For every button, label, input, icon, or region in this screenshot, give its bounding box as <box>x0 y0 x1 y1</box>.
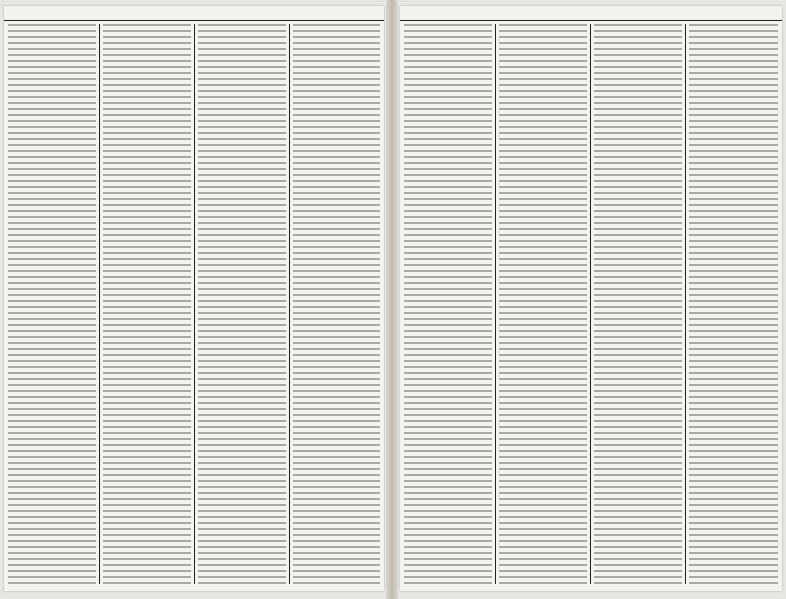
left-page-column-3 <box>103 24 191 584</box>
right-page-header <box>400 6 782 21</box>
right-page-column-4 <box>404 24 492 584</box>
column-rule <box>495 24 496 584</box>
right-page-column-2 <box>594 24 682 584</box>
left-page <box>4 6 384 591</box>
right-page-column-3 <box>499 24 587 584</box>
column-rule <box>685 24 686 584</box>
column-rule <box>289 24 290 584</box>
column-rule <box>194 24 195 584</box>
column-rule <box>99 24 100 584</box>
right-page-column-1 <box>689 24 778 584</box>
right-page <box>400 6 782 591</box>
left-page-header <box>4 6 384 21</box>
left-page-column-1 <box>293 24 380 584</box>
left-page-column-4 <box>8 24 96 584</box>
column-rule <box>590 24 591 584</box>
left-page-column-2 <box>198 24 286 584</box>
book-gutter <box>386 0 398 599</box>
